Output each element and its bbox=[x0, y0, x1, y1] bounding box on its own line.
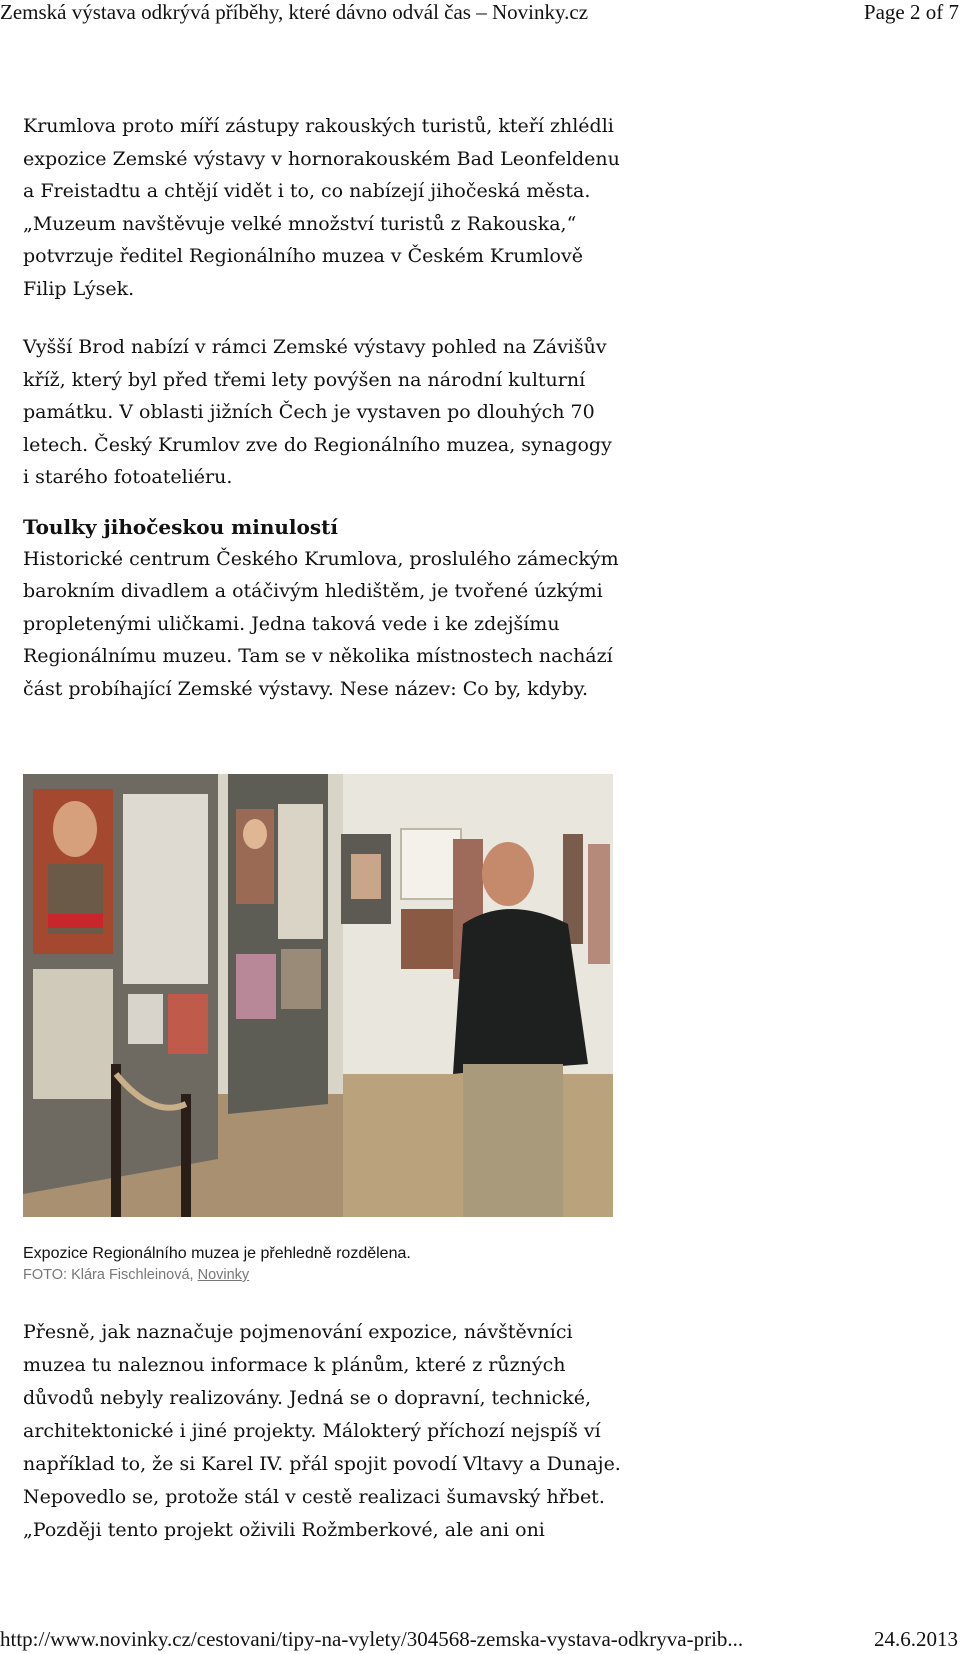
page-title: Zemská výstava odkrývá příběhy, které dávno odvál čas – Novinky.cz bbox=[0, 0, 589, 24]
exhibition-photo-image bbox=[23, 774, 613, 1217]
article-body-continued bbox=[23, 1316, 623, 1547]
article-body bbox=[23, 110, 623, 731]
photo-caption bbox=[23, 1244, 623, 1286]
photo-credit bbox=[23, 1264, 623, 1286]
paragraph: Historické centrum Českého Krumlova, proslulého zámeckým barokním divadlem a otáčivým hledištěm, je tvořené úzkými propletenými uličkami. Jedna taková vede i ke zdejšímu Regionálnímu muzeu. Tam se v několika místnostech nachází část probíhající Zemské výstavy. Nese název: Co by, kdyby. bbox=[23, 547, 619, 700]
paragraph: Přesně, jak naznačuje pojmenování expozice, návštěvníci muzea tu naleznou informace k plánům, které z různých důvodů nebyly realizovány. Jedná se o dopravní, technické, architektonické i jiné projekty. Málokterý příchozí nejspíš ví například to, že si Karel IV. přál spojit povodí Vltavy a Dunaje. Nepovedlo se, protože stál v cestě realizaci šumavský hřbet. „Později tento projekt oživili Rožmberkové, ale ani oni bbox=[23, 1321, 621, 1541]
caption-text: Expozice Regionálního muzea je přehledně rozdělena. bbox=[23, 1245, 411, 1262]
credit-link[interactable]: Novinky bbox=[197, 1267, 250, 1283]
article-photo[interactable] bbox=[23, 774, 613, 1217]
print-date: 24.6.2013 bbox=[874, 1627, 958, 1651]
paragraph: Krumlova proto míří zástupy rakouských turistů, kteří zhlédli expozice Zemské výstavy v hornorakouském Bad Leonfeldenu a Freistadtu a chtějí vidět i to, co nabízejí jihočeská města. „Muzeum navštěvuje velké množství turistů z Rakouska,“ potvrzuje ředitel Regionálního muzea v Českém Krumlově Filip Lýsek. bbox=[23, 115, 620, 300]
print-footer bbox=[0, 1627, 960, 1654]
credit-prefix: FOTO: Klára Fischleinová, bbox=[23, 1267, 194, 1283]
print-header bbox=[0, 0, 960, 30]
section-heading: Toulky jihočeskou minulostí bbox=[23, 514, 338, 539]
page-number: Page 2 of 7 bbox=[863, 0, 959, 24]
page-url: http://www.novinky.cz/cestovani/tipy-na-vylety/304568-zemska-vystava-odkryva-prib... bbox=[0, 1627, 744, 1651]
paragraph: Vyšší Brod nabízí v rámci Zemské výstavy pohled na Závišův kříž, který byl před třemi lety povýšen na národní kulturní památku. V oblasti jižních Čech je vystaven po dlouhých 70 letech. Český Krumlov zve do Regionálního muzea, synagogy i starého fotoateliéru. bbox=[23, 336, 612, 488]
